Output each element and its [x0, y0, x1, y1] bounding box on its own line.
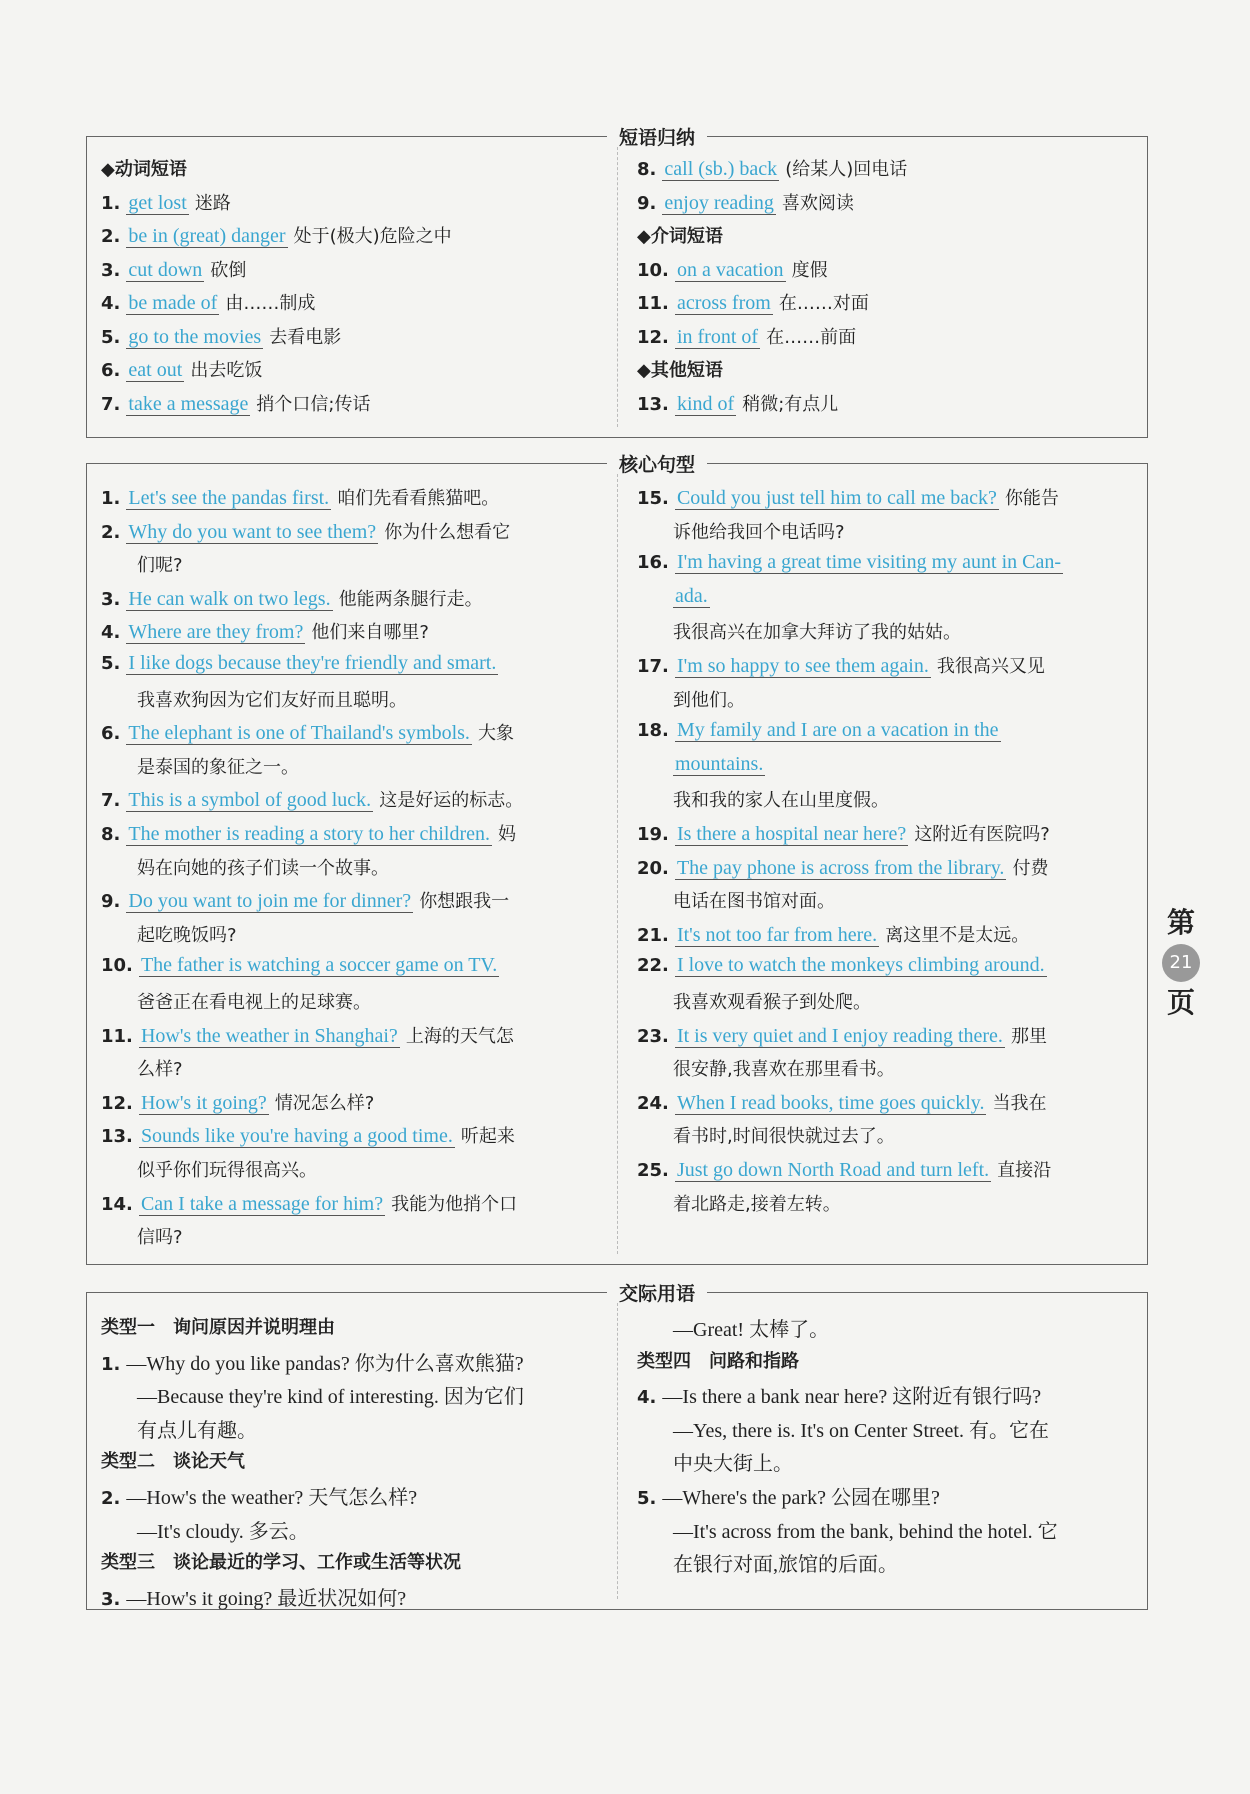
answer-text: call (sb.) back — [664, 158, 778, 180]
entry-line — [637, 155, 1137, 181]
answer-text: I like dogs because they're friendly and smart. — [128, 652, 497, 674]
entry-line — [101, 618, 601, 644]
chinese-text: 我能为他捎个口 — [391, 1193, 518, 1215]
entry-line — [637, 1414, 1173, 1443]
entry-line — [637, 854, 1137, 880]
entry-line — [637, 518, 1173, 544]
entry-line — [101, 786, 601, 812]
answer-text: across from — [676, 292, 771, 314]
entry-line — [637, 1481, 1137, 1510]
answer-text: go to the movies — [128, 325, 262, 348]
phrase-summary-section — [86, 127, 1148, 438]
entry-line — [101, 954, 601, 977]
entry-line — [101, 887, 601, 913]
item-number: 10. — [637, 259, 669, 281]
dialogue-text: —Where's the park? 公园在哪里? — [662, 1487, 940, 1509]
chinese-text: 你能告 — [1004, 488, 1059, 509]
answer-text: Sounds like you're having a good time. — [140, 1125, 453, 1148]
entry-line — [101, 189, 601, 215]
entry-line — [101, 551, 637, 577]
section-title: 短语归纳 — [607, 123, 707, 150]
answer-text: be in (great) danger — [128, 225, 286, 247]
answer-text: He can walk on two legs. — [128, 587, 331, 610]
category-heading — [101, 1548, 601, 1574]
chinese-text: (给某人)回电话 — [785, 159, 908, 180]
entry-line — [101, 1380, 637, 1409]
dialogue-text: —Yes, there is. It's on Center Street. 有。它在 — [673, 1419, 1049, 1442]
item-number: 13. — [637, 393, 669, 415]
item-number: 8. — [637, 159, 657, 180]
entry-line — [101, 820, 601, 846]
entry-line — [637, 484, 1137, 510]
chinese-text: 妈在向她的孩子们读一个故事。 — [137, 857, 389, 879]
chinese-text: 妈 — [498, 824, 517, 845]
entry-line — [101, 289, 601, 315]
entry-line — [637, 189, 1137, 215]
entry-line — [101, 518, 601, 544]
chinese-text: 去看电影 — [269, 326, 342, 348]
dialogue-text: 中央大街上。 — [673, 1453, 793, 1476]
chinese-text: 起吃晚饭吗? — [137, 924, 237, 946]
chinese-text: 砍倒 — [210, 259, 247, 281]
chinese-text: 很安静,我喜欢在那里看书。 — [673, 1059, 895, 1081]
category-heading — [637, 356, 1137, 382]
item-number: 2. — [101, 521, 121, 543]
entry-line — [101, 1414, 637, 1443]
entry-line — [101, 652, 601, 675]
item-number: 6. — [101, 723, 121, 745]
entry-line — [637, 786, 1173, 812]
chinese-text: 似乎你们玩得很高兴。 — [137, 1160, 317, 1181]
chinese-text: 捎个口信;传话 — [256, 393, 371, 415]
entry-line — [637, 1447, 1173, 1476]
answer-text: take a message — [128, 392, 249, 415]
answer-text: Let's see the pandas first. — [128, 487, 330, 509]
answer-text: be made of — [128, 292, 218, 314]
item-number: 16. — [637, 552, 669, 574]
category-heading — [101, 1313, 601, 1339]
chinese-text: 情况怎么样? — [274, 1092, 375, 1114]
dialogue-text: —Because they're kind of interesting. 因为它们 — [137, 1386, 524, 1409]
entry-line — [101, 686, 637, 712]
answer-text: My family and I are on a vacation in the — [676, 719, 999, 742]
answer-text: Where are they from? — [128, 621, 304, 644]
item-number: 22. — [637, 955, 669, 977]
answer-text: How's it going? — [140, 1091, 267, 1114]
left-column — [101, 1293, 601, 1609]
item-number: 25. — [637, 1160, 669, 1181]
entry-line — [637, 954, 1137, 977]
chinese-text: 你想跟我一 — [419, 891, 510, 913]
item-number: 11. — [637, 293, 669, 314]
entry-line — [101, 1582, 601, 1611]
entry-line — [101, 1122, 601, 1148]
item-number: 3. — [101, 259, 121, 281]
chinese-text: 我喜欢观看猴子到处爬。 — [673, 992, 871, 1013]
chinese-text: 我很高兴在加拿大拜访了我的姑姑。 — [673, 622, 961, 644]
left-column — [101, 464, 601, 1264]
chinese-text: 到他们。 — [673, 689, 745, 711]
chinese-text: 着北路走,接着左转。 — [673, 1193, 841, 1215]
entry-line — [101, 753, 637, 779]
answer-text: ada. — [675, 584, 708, 607]
entry-line — [637, 289, 1137, 315]
chinese-text: 大象 — [477, 723, 514, 745]
dialogue-text: —Great! 太棒了。 — [673, 1319, 830, 1341]
chinese-text: 喜欢阅读 — [781, 192, 854, 214]
entry-line — [101, 1190, 601, 1216]
entry-line — [101, 854, 637, 880]
chinese-text: 咱们先看看熊猫吧。 — [337, 488, 500, 509]
heading-text: 类型三 谈论最近的学习、工作或生活等状况 — [101, 1552, 461, 1574]
answer-text: kind of — [676, 392, 735, 415]
section-title: 核心句型 — [607, 450, 707, 477]
chinese-text: 我喜欢狗因为它们友好而且聪明。 — [137, 689, 407, 711]
item-number: 23. — [637, 1025, 669, 1047]
entry-line — [101, 323, 601, 349]
category-heading — [637, 1347, 1137, 1373]
answer-text: Why do you want to see them? — [128, 520, 377, 543]
entry-line — [101, 484, 601, 510]
entry-line — [637, 390, 1137, 416]
entry-line — [637, 686, 1173, 712]
item-number: 11. — [101, 1025, 133, 1047]
item-number: 7. — [101, 393, 121, 415]
chinese-text: 看书时,时间很快就过去了。 — [673, 1126, 895, 1148]
chinese-text: 你为什么想看它 — [384, 521, 511, 543]
page-number-tab — [1158, 906, 1204, 1020]
entry-line — [101, 1156, 637, 1182]
chinese-text: 这是好运的标志。 — [379, 790, 524, 812]
chinese-text: 直接沿 — [997, 1160, 1052, 1181]
dialogue-text: —Is there a bank near here? 这附近有银行吗? — [662, 1386, 1042, 1409]
entry-line — [637, 1089, 1137, 1115]
heading-text: ◆动词短语 — [101, 159, 187, 180]
item-number: 8. — [101, 824, 121, 845]
entry-line — [637, 1156, 1137, 1182]
entry-line — [101, 1515, 637, 1544]
chinese-text: 听起来 — [460, 1126, 515, 1148]
entry-line — [637, 1122, 1173, 1148]
chinese-text: 在……前面 — [766, 326, 857, 348]
heading-text: 类型一 询问原因并说明理由 — [101, 1317, 335, 1338]
dialogue-text: 有点儿有趣。 — [137, 1419, 257, 1442]
entry-line — [637, 1022, 1137, 1048]
item-number: 2. — [101, 1488, 121, 1509]
section-title: 交际用语 — [607, 1279, 707, 1306]
item-number: 5. — [101, 326, 121, 348]
answer-text: It's not too far from here. — [676, 923, 878, 946]
chinese-text: 信吗? — [137, 1227, 183, 1249]
heading-text: 类型四 问路和指路 — [637, 1350, 799, 1372]
entry-line — [101, 1223, 637, 1249]
chinese-text: 诉他给我回个电话吗? — [673, 521, 845, 543]
dialogue-text: —How's it going? 最近状况如何? — [126, 1587, 407, 1610]
entry-line — [101, 1022, 601, 1048]
entry-line — [101, 1347, 601, 1376]
item-number: 1. — [101, 488, 121, 509]
item-number: 4. — [637, 1387, 657, 1409]
entry-line — [637, 719, 1137, 742]
chinese-text: 他们来自哪里? — [311, 622, 429, 644]
heading-text: ◆介词短语 — [637, 226, 723, 247]
item-number: 2. — [101, 226, 121, 247]
right-column — [637, 137, 1137, 437]
entry-line — [101, 585, 601, 611]
item-number: 7. — [101, 790, 121, 812]
chinese-text: 爸爸正在看电视上的足球赛。 — [137, 992, 371, 1013]
answer-text: The pay phone is across from the library. — [676, 856, 1005, 879]
entry-line — [101, 921, 637, 947]
item-number: 4. — [101, 622, 121, 644]
entry-line — [637, 753, 1173, 776]
chinese-text: 处于(极大)危险之中 — [293, 226, 452, 247]
item-number: 6. — [101, 360, 121, 381]
item-number: 1. — [101, 1353, 121, 1375]
entry-line — [101, 1481, 601, 1510]
answer-text: get lost — [128, 191, 187, 214]
entry-line — [637, 652, 1137, 678]
chinese-text: 在……对面 — [778, 293, 869, 314]
answer-text: mountains. — [675, 752, 764, 775]
chinese-text: 度假 — [791, 259, 828, 281]
heading-text: ◆其他短语 — [637, 360, 723, 381]
item-number: 5. — [637, 1488, 657, 1509]
answer-text: in front of — [676, 325, 759, 348]
entry-line — [637, 585, 1173, 608]
dialogue-text: —How's the weather? 天气怎么样? — [126, 1487, 418, 1509]
answer-text: The father is watching a soccer game on TV. — [140, 954, 498, 977]
column-divider — [617, 1303, 618, 1599]
chinese-text: 稍微;有点儿 — [742, 393, 839, 415]
chinese-text: 电话在图书馆对面。 — [673, 891, 835, 913]
entry-line — [637, 618, 1173, 644]
entry-line — [637, 820, 1137, 846]
item-number: 21. — [637, 924, 669, 946]
entry-line — [637, 1313, 1173, 1342]
page-tab-bottom: 页 — [1166, 986, 1195, 1019]
item-number: 19. — [637, 824, 669, 845]
core-sentences-section — [86, 454, 1148, 1265]
answer-text: enjoy reading — [664, 191, 774, 214]
entry-line — [637, 1190, 1173, 1216]
category-heading — [101, 1447, 601, 1473]
item-number: 10. — [101, 955, 133, 977]
dialogue-text: —It's cloudy. 多云。 — [137, 1520, 309, 1543]
chinese-text: 离这里不是太远。 — [885, 924, 1030, 946]
answer-text: I'm so happy to see them again. — [676, 655, 929, 677]
item-number: 20. — [637, 857, 669, 879]
chinese-text: 我很高兴又见 — [936, 656, 1045, 677]
entry-line — [101, 719, 601, 745]
answer-text: The elephant is one of Thailand's symbols. — [128, 722, 470, 745]
dialogue-text: 在银行对面,旅馆的后面。 — [673, 1554, 898, 1577]
chinese-text: 是泰国的象征之一。 — [137, 756, 299, 778]
answer-text: Can I take a message for him? — [140, 1192, 384, 1215]
entry-line — [101, 222, 601, 248]
chinese-text: 付费 — [1012, 857, 1049, 879]
communication-section — [86, 1283, 1148, 1610]
entry-line — [637, 1380, 1137, 1409]
answer-text: When I read books, time goes quickly. — [676, 1091, 985, 1114]
chinese-text: 迷路 — [194, 192, 231, 214]
answer-text: eat out — [128, 359, 183, 381]
left-column — [101, 137, 601, 437]
item-number: 15. — [637, 488, 669, 509]
dialogue-text: —It's across from the bank, behind the hotel. 它 — [673, 1520, 1058, 1543]
item-number: 12. — [101, 1092, 133, 1114]
answer-text: I love to watch the monkeys climbing around. — [676, 954, 1045, 977]
item-number: 3. — [101, 1588, 121, 1610]
entry-line — [637, 323, 1137, 349]
dialogue-text: —Why do you like pandas? 你为什么喜欢熊猫? — [126, 1352, 524, 1375]
answer-text: I'm having a great time visiting my aunt in Can- — [676, 551, 1062, 574]
item-number: 3. — [101, 588, 121, 610]
right-column — [637, 1293, 1137, 1609]
item-number: 17. — [637, 656, 669, 677]
category-heading — [101, 155, 601, 181]
heading-text: 类型二 谈论天气 — [101, 1451, 245, 1473]
item-number: 13. — [101, 1126, 133, 1148]
chinese-text: 上海的天气怎 — [405, 1025, 514, 1047]
entry-line — [637, 988, 1173, 1014]
answer-text: Could you just tell him to call me back? — [676, 487, 997, 509]
entry-line — [101, 988, 637, 1014]
entry-line — [101, 390, 601, 416]
entry-line — [637, 1055, 1173, 1081]
answer-text: Is there a hospital near here? — [676, 823, 907, 845]
entry-line — [101, 356, 601, 382]
chinese-text: 他能两条腿行走。 — [338, 588, 483, 610]
chinese-text: 那里 — [1010, 1025, 1047, 1047]
chinese-text: 我和我的家人在山里度假。 — [673, 790, 889, 812]
entry-line — [101, 256, 601, 282]
right-column — [637, 464, 1137, 1264]
item-number: 4. — [101, 293, 121, 314]
chinese-text: 们呢? — [137, 555, 183, 577]
page-number: 21 — [1162, 944, 1200, 982]
item-number: 9. — [101, 891, 121, 913]
item-number: 14. — [101, 1193, 133, 1215]
chinese-text: 当我在 — [992, 1092, 1047, 1114]
entry-line — [101, 1055, 637, 1081]
entry-line — [637, 256, 1137, 282]
answer-text: How's the weather in Shanghai? — [140, 1024, 398, 1047]
item-number: 9. — [637, 192, 657, 214]
chinese-text: 出去吃饭 — [190, 360, 263, 381]
item-number: 12. — [637, 326, 669, 348]
chinese-text: 这附近有医院吗? — [914, 824, 1050, 845]
answer-text: This is a symbol of good luck. — [128, 789, 372, 812]
category-heading — [637, 222, 1137, 248]
entry-line — [637, 551, 1137, 574]
entry-line — [637, 887, 1173, 913]
item-number: 24. — [637, 1092, 669, 1114]
answer-text: cut down — [128, 258, 203, 281]
page-tab-top: 第 — [1166, 906, 1195, 939]
entry-line — [101, 1089, 601, 1115]
item-number: 5. — [101, 653, 121, 674]
entry-line — [637, 1515, 1173, 1544]
answer-text: Just go down North Road and turn left. — [676, 1159, 990, 1181]
answer-text: on a vacation — [676, 258, 784, 281]
answer-text: Do you want to join me for dinner? — [128, 890, 412, 913]
column-divider — [617, 147, 618, 427]
item-number: 18. — [637, 720, 669, 742]
answer-text: It is very quiet and I enjoy reading there. — [676, 1024, 1003, 1047]
answer-text: The mother is reading a story to her children. — [128, 823, 490, 845]
chinese-text: 由……制成 — [225, 293, 316, 314]
entry-line — [637, 921, 1137, 947]
entry-line — [637, 1548, 1173, 1577]
item-number: 1. — [101, 192, 121, 214]
chinese-text: 么样? — [137, 1059, 183, 1081]
